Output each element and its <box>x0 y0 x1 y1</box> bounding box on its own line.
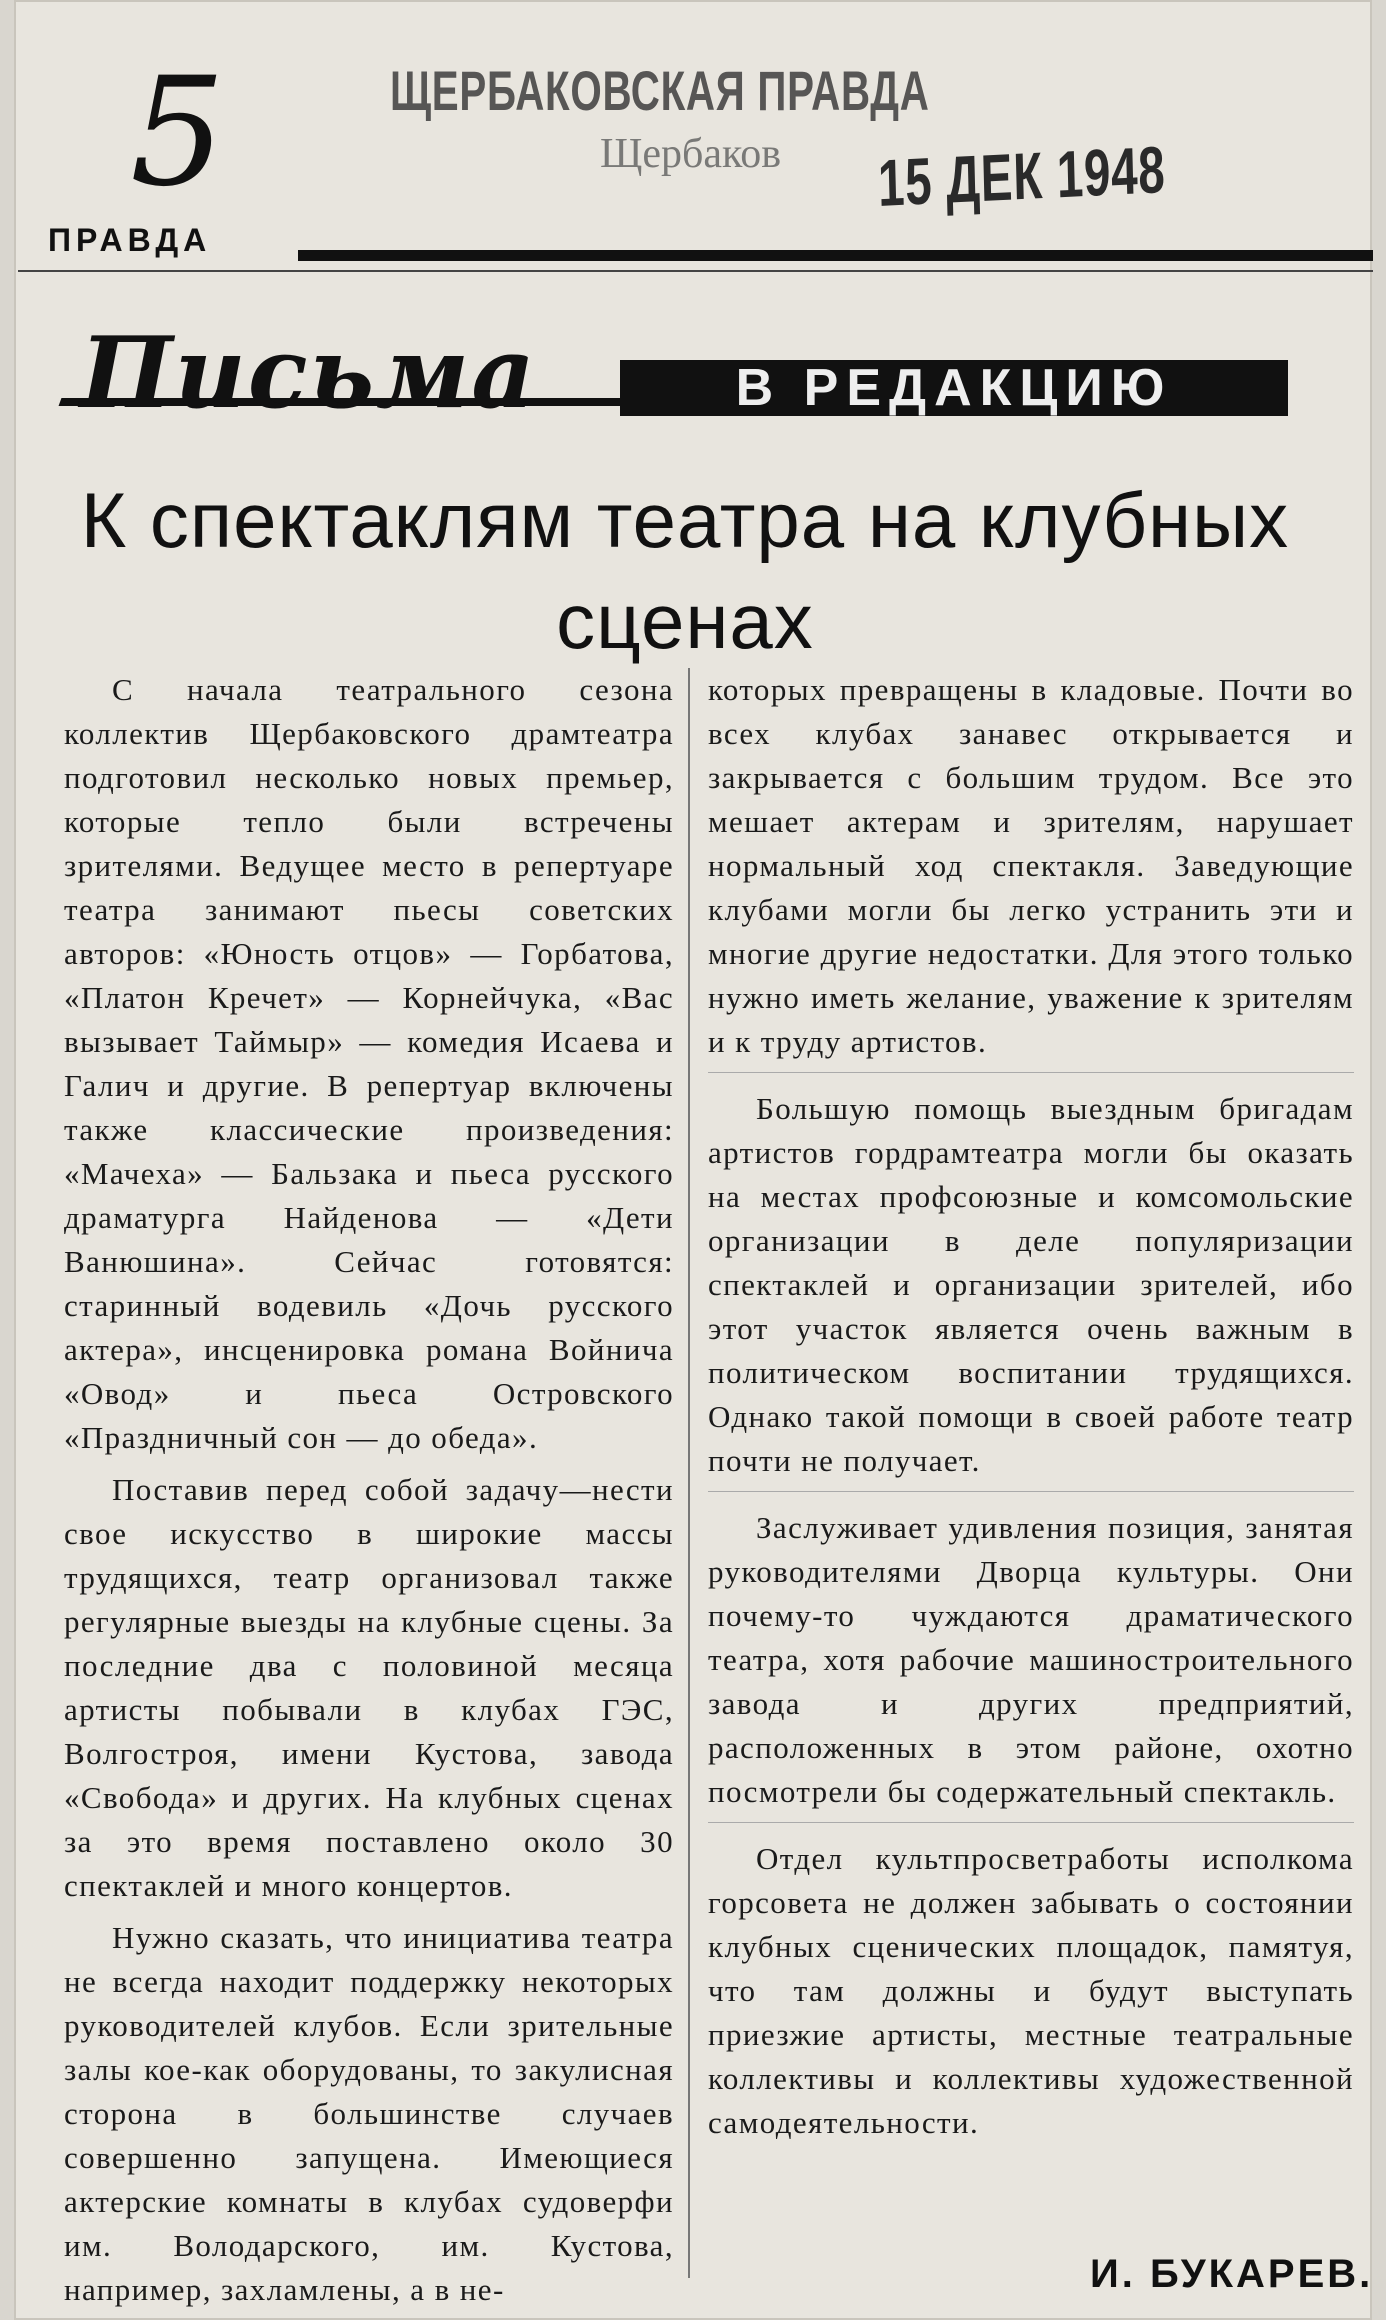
paragraph: Отдел культпросветработы исполкома горсовета не должен забывать о состоянии клубных сценических площадок, памятуя, что там должны и будут выступать приезжие артисты, местные театральные коллективы и коллективы художественной самодеятельности. <box>708 1841 1354 2140</box>
article-headline: К спектаклям театра на клубных сценах <box>80 476 1290 666</box>
paragraph: Нужно сказать, что инициатива театра не всегда находит поддержку некоторых руководителей клубов. Если зрительные залы кое-как оборудованы, то закулисная сторона в большинстве случаев совершенно запущена. Имеющиеся актерские комнаты в клубах судоверфи им. Володарского, им. Кустова, например, захламлены, а в не- <box>64 1920 674 2307</box>
column-divider <box>688 668 690 2278</box>
section-banner <box>80 316 1280 431</box>
section-box-label: В РЕДАКЦИЮ <box>735 359 1173 417</box>
archive-stamp-paper-name: ЩЕРБАКОВСКАЯ ПРАВДА <box>390 59 930 122</box>
archive-stamp-date: 15 ДЕК 1948 <box>877 132 1167 220</box>
paragraph-rule <box>708 1072 1354 1073</box>
paragraph: которых превращены в кладовые. Почти во всех клубах занавес открывается и закрывается с большим трудом. Все это мешает актерам и зрителям, нарушает нормальный ход спектакля. Заведующие клубами могли бы легко устранить эти и многие другие недостатки. Для этого только нужно иметь желание, уважение к зрителям и к труду артистов. <box>708 672 1354 1059</box>
paragraph: Большую помощь выездным бригадам артистов гордрамтеатра могли бы оказать на местах профсоюзные и комсомольские организации в деле популяризации спектаклей и организации зрителей, ибо этот участок является очень важным в политическом воспитании трудящихся. Однако такой помощи в своей работе театр почти не получает. <box>708 1091 1354 1478</box>
author-signature: И. БУКАРЕВ. <box>1090 2252 1374 2296</box>
frame-rule <box>18 270 1373 272</box>
article-column-left <box>64 668 674 2320</box>
article-column-right <box>708 668 1354 2153</box>
section-script-title: Письма <box>80 316 537 431</box>
paragraph: С начала театрального сезона коллектив Щербаковского драмтеатра подготовил несколько новых премьер, которые тепло были встречены зрителями. Ведущее место в репертуаре театра занимают пьесы советских авторов: «Юность отцов» — Горбатова, «Платон Кречет» — Корнейчука, «Вас вызывает Таймыр» — комедия Исаева и Галич и другие. В репертуар включены также классические произведения: «Мачеха» — Бальзака и пьеса русского драматурга Найденова — «Дети Ванюшина». Сейчас готовятся: старинный водевиль «Дочь русского актера», инсценировка романа Войнича «Овод» и пьеса Островского «Праздничный сон — до обеда». <box>64 672 674 1455</box>
paragraph-rule <box>708 1491 1354 1492</box>
paragraph-rule <box>708 1822 1354 1823</box>
paragraph: Заслуживает удивления позиция, занятая руководителями Дворца культуры. Они почему-то чуждаются драматического театра, хотя рабочие машиностроительного завода и других предприятий, расположенных в этом районе, охотно посмотрели бы содержательный спектакль. <box>708 1510 1354 1809</box>
section-box <box>620 360 1288 416</box>
masthead-rule <box>298 250 1373 261</box>
masthead: ПРАВДА <box>48 222 212 258</box>
archive-stamp-city: Щербаков <box>600 131 782 177</box>
handwritten-page-number: 5 <box>130 46 226 220</box>
paragraph: Поставив перед собой задачу—нести свое искусство в широкие массы трудящихся, театр организовал также регулярные выезды на клубные сцены. За последние два с половиной месяца артисты побывали в клубах ГЭС, Волгостроя, имени Кустова, завода «Свобода» и других. На клубных сценах за это время поставлено около 30 спектаклей и много концертов. <box>64 1472 674 1903</box>
